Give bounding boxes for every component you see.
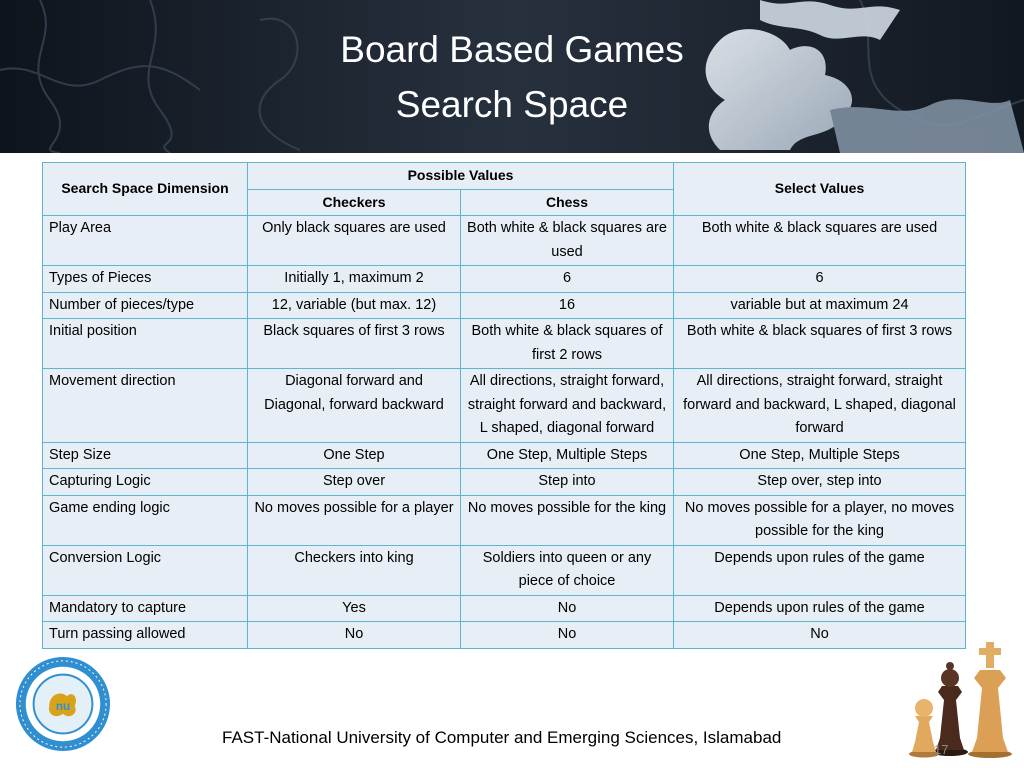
cell-chess: Both white & black squares are used bbox=[461, 216, 674, 266]
cell-dimension: Capturing Logic bbox=[43, 469, 248, 496]
title-banner bbox=[0, 0, 1024, 153]
cell-dimension: Movement direction bbox=[43, 369, 248, 443]
svg-text:nu: nu bbox=[55, 699, 71, 713]
cell-select: 6 bbox=[674, 266, 966, 293]
cell-dimension: Turn passing allowed bbox=[43, 622, 248, 649]
cell-checkers: No moves possible for a player bbox=[248, 495, 461, 545]
university-logo bbox=[14, 655, 112, 753]
cell-select: variable but at maximum 24 bbox=[674, 292, 966, 319]
cell-dimension: Types of Pieces bbox=[43, 266, 248, 293]
cell-chess: No moves possible for the king bbox=[461, 495, 674, 545]
header-possible-values: Possible Values bbox=[248, 163, 674, 190]
cell-select: No bbox=[674, 622, 966, 649]
cell-chess: 16 bbox=[461, 292, 674, 319]
cell-chess: All directions, straight forward, straight forward and backward, L shaped, diagonal forward bbox=[461, 369, 674, 443]
table-row bbox=[43, 369, 966, 443]
cell-chess: No bbox=[461, 622, 674, 649]
table-row bbox=[43, 495, 966, 545]
table-row bbox=[43, 595, 966, 622]
cell-dimension: Mandatory to capture bbox=[43, 595, 248, 622]
header-dimension: Search Space Dimension bbox=[43, 163, 248, 216]
cell-dimension: Number of pieces/type bbox=[43, 292, 248, 319]
cell-select: Both white & black squares are used bbox=[674, 216, 966, 266]
cell-select: Depends upon rules of the game bbox=[674, 595, 966, 622]
title-line-1: Board Based Games bbox=[340, 29, 684, 70]
cell-dimension: Initial position bbox=[43, 319, 248, 369]
title-line-2: Search Space bbox=[395, 84, 629, 125]
light-king-piece bbox=[968, 642, 1012, 758]
cell-chess: 6 bbox=[461, 266, 674, 293]
cell-chess: No bbox=[461, 595, 674, 622]
cell-dimension: Game ending logic bbox=[43, 495, 248, 545]
cell-checkers: Only black squares are used bbox=[248, 216, 461, 266]
header-chess: Chess bbox=[461, 189, 674, 216]
cell-checkers: No bbox=[248, 622, 461, 649]
table-row bbox=[43, 622, 966, 649]
footer-text: FAST-National University of Computer and Emerging Sciences, Islamabad bbox=[222, 728, 782, 747]
cell-chess: Both white & black squares of first 2 rows bbox=[461, 319, 674, 369]
cell-select: Both white & black squares of first 3 rows bbox=[674, 319, 966, 369]
header-checkers: Checkers bbox=[248, 189, 461, 216]
table-row bbox=[43, 469, 966, 496]
table-row bbox=[43, 545, 966, 595]
cell-chess: One Step, Multiple Steps bbox=[461, 442, 674, 469]
header-row-1 bbox=[43, 163, 966, 190]
cell-select: Depends upon rules of the game bbox=[674, 545, 966, 595]
chess-pieces-image bbox=[902, 628, 1020, 758]
table-row bbox=[43, 266, 966, 293]
cell-checkers: Step over bbox=[248, 469, 461, 496]
cell-checkers: One Step bbox=[248, 442, 461, 469]
slide-title bbox=[0, 22, 1024, 132]
search-space-table bbox=[42, 162, 966, 649]
cell-select: Step over, step into bbox=[674, 469, 966, 496]
cell-select: No moves possible for a player, no moves possible for the king bbox=[674, 495, 966, 545]
table-row bbox=[43, 292, 966, 319]
cell-dimension: Conversion Logic bbox=[43, 545, 248, 595]
cell-checkers: Yes bbox=[248, 595, 461, 622]
cell-select: All directions, straight forward, straight forward and backward, L shaped, diagonal forward bbox=[674, 369, 966, 443]
cell-dimension: Step Size bbox=[43, 442, 248, 469]
cell-checkers: Initially 1, maximum 2 bbox=[248, 266, 461, 293]
cell-checkers: Black squares of first 3 rows bbox=[248, 319, 461, 369]
table-row bbox=[43, 319, 966, 369]
cell-checkers: Checkers into king bbox=[248, 545, 461, 595]
cell-checkers: Diagonal forward and Diagonal, forward backward bbox=[248, 369, 461, 443]
table-row bbox=[43, 442, 966, 469]
table-row bbox=[43, 216, 966, 266]
cell-checkers: 12, variable (but max. 12) bbox=[248, 292, 461, 319]
cell-select: One Step, Multiple Steps bbox=[674, 442, 966, 469]
header-select-values: Select Values bbox=[674, 163, 966, 216]
cell-chess: Soldiers into queen or any piece of choice bbox=[461, 545, 674, 595]
cell-chess: Step into bbox=[461, 469, 674, 496]
page-number: 17 bbox=[934, 742, 949, 757]
cell-dimension: Play Area bbox=[43, 216, 248, 266]
